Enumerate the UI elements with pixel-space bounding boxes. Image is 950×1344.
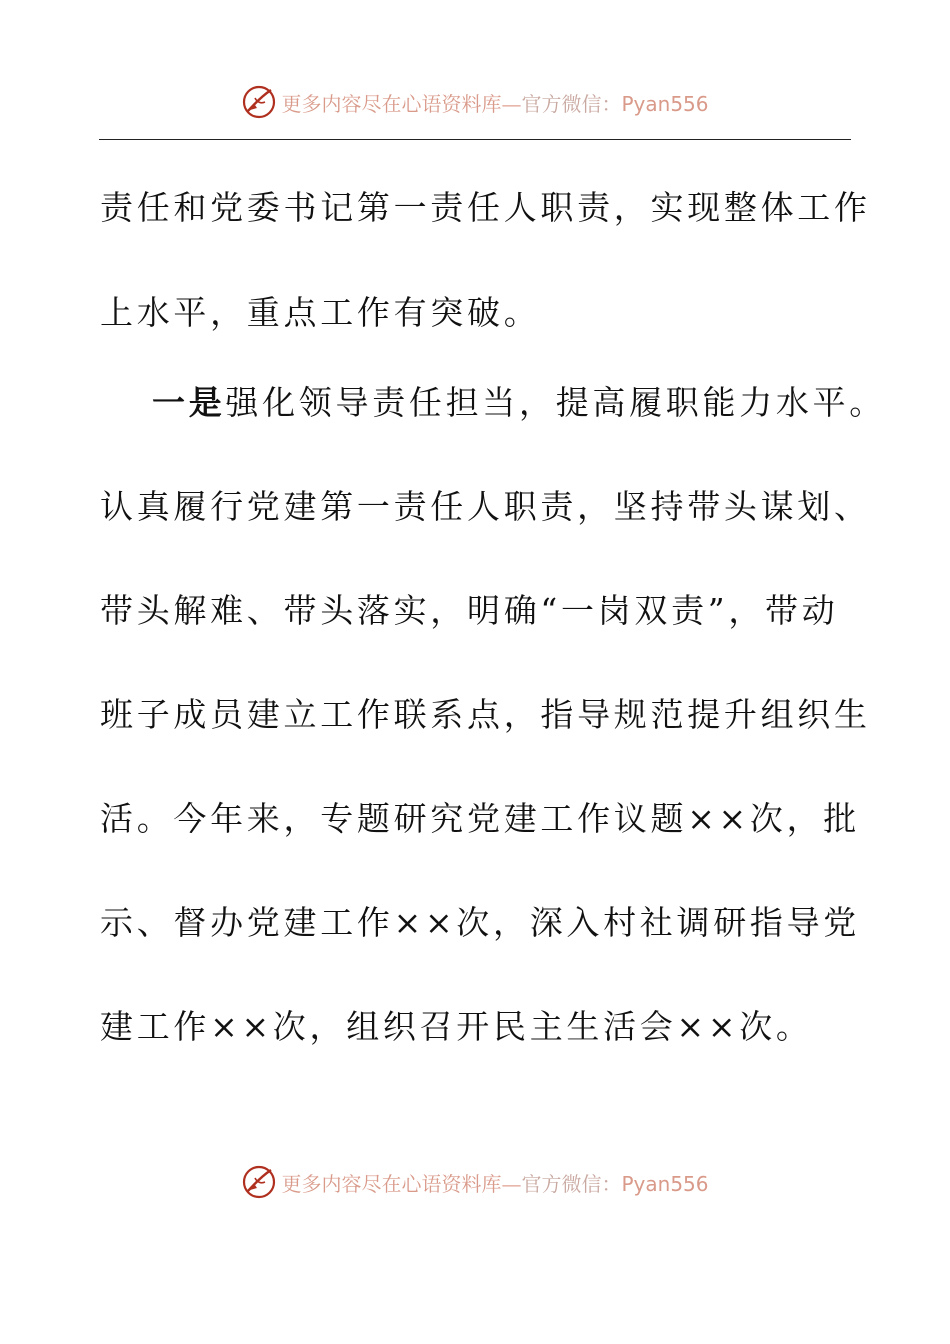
pen-logo-icon [241, 1164, 277, 1200]
header-divider [99, 139, 851, 140]
footer-watermark-text [281, 1168, 708, 1197]
header-site-text: 更多内容尽在心语资料库 [281, 91, 502, 116]
body-line-8: 示、督办党建工作××次，深入村社调研指导党 [100, 903, 861, 942]
paragraph-lead: 一是 [152, 383, 226, 422]
pen-logo-icon [241, 84, 277, 120]
paragraph-lead-line [152, 378, 886, 428]
header-separator: — [501, 91, 522, 116]
body-line-7: 活。今年来，专题研究党建工作议题××次，批 [100, 799, 861, 838]
body-line-9: 建工作××次，组织召开民主生活会××次。 [100, 1007, 813, 1046]
footer-site-text: 更多内容尽在心语资料库 [281, 1171, 502, 1196]
body-line-5: 带头解难、带头落实，明确“一岗双责”，带动 [100, 591, 839, 630]
header-wechat-id: Pyan556 [621, 91, 709, 116]
footer-wechat-id: Pyan556 [621, 1171, 709, 1196]
paragraph-heading-rest: 强化领导责任担当，提高履职能力水平。 [225, 383, 887, 422]
header-banner [0, 80, 950, 124]
body-line-4: 认真履行党建第一责任人职责，坚持带头谋划、 [100, 487, 871, 526]
body-line-1: 责任和党委书记第一责任人职责，实现整体工作 [100, 188, 871, 227]
footer-banner [0, 1160, 950, 1204]
footer-wechat-label: 官方微信： [521, 1171, 622, 1196]
footer-separator: — [501, 1171, 522, 1196]
header-wechat-label: 官方微信： [521, 91, 622, 116]
body-line-6: 班子成员建立工作联系点，指导规范提升组织生 [100, 695, 871, 734]
body-line-2: 上水平，重点工作有突破。 [100, 293, 541, 332]
header-watermark-text [281, 88, 708, 117]
